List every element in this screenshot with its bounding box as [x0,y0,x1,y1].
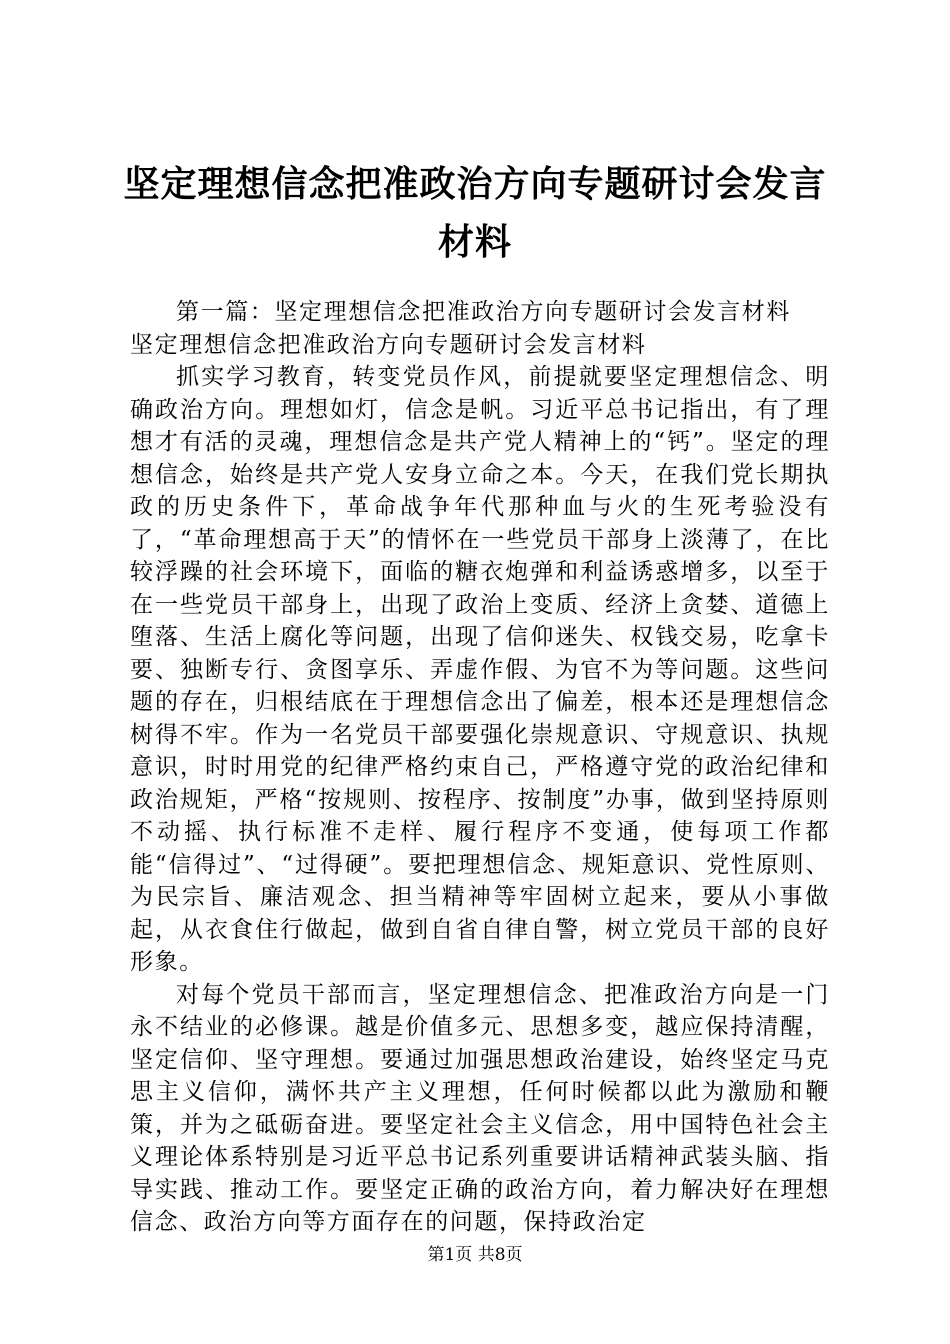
body-paragraph: 对每个党员干部而言，坚定理想信念、把准政治方向是一门永不结业的必修课。越是价值多元、思想多变，越应保持清醒，坚定信仰、坚守理想。要通过加强思想政治建设，始终坚定马克思主义信仰，满怀共产主义理想，任何时候都以此为激励和鞭策，并为之砥砺奋进。要坚定社会主义信念，用中国特色社会主义理论体系特别是习近平总书记系列重要讲话精神武装头脑、指导实践、推动工作。要坚定正确的政治方向，着力解决好在理想信念、政治方向等方面存在的问题，保持政治定 [130,981,830,1235]
body-paragraph: 抓实学习教育，转变党员作风，前提就要坚定理想信念、明确政治方向。理想如灯，信念是帆。习近平总书记指出，有了理想才有活的灵魂，理想信念是共产党人精神上的“钙”。坚定的理想信念，始终是共产党人安身立命之本。今天，在我们党长期执政的历史条件下，革命战争年代那种血与火的生死考验没有了，“革命理想高于天”的情怀在一些党员干部身上淡薄了，在比较浮躁的社会环境下，面临的糖衣炮弹和利益诱惑增多，以至于在一些党员干部身上，出现了政治上变质、经济上贪婪、道德上堕落、生活上腐化等问题，出现了信仰迷失、权钱交易，吃拿卡要、独断专行、贪图享乐、弄虚作假、为官不为等问题。这些问题的存在，归根结底在于理想信念出了偏差，根本还是理想信念树得不牢。作为一名党员干部要强化崇规意识、守规意识、执规意识，时时用党的纪律严格约束自己，严格遵守党的政治纪律和政治规矩，严格“按规则、按程序、按制度”办事，做到坚持原则不动摇、执行标准不走样、履行程序不变通，使每项工作都能“信得过”、“过得硬”。要把理想信念、规矩意识、党性原则、为民宗旨、廉洁观念、担当精神等牢固树立起来，要从小事做起，从衣食住行做起，做到自省自律自警，树立党员干部的良好形象。 [130,364,830,975]
document-title: 坚定理想信念把准政治方向专题研讨会发言材料 [123,164,827,263]
subtitle-line: 坚定理想信念把准政治方向专题研讨会发言材料 [130,331,647,358]
page-footer: 第1页 共8页 [427,1245,523,1265]
section-heading: 第一篇：坚定理想信念把准政治方向专题研讨会发言材料 [176,299,791,325]
document-body [130,296,830,1239]
